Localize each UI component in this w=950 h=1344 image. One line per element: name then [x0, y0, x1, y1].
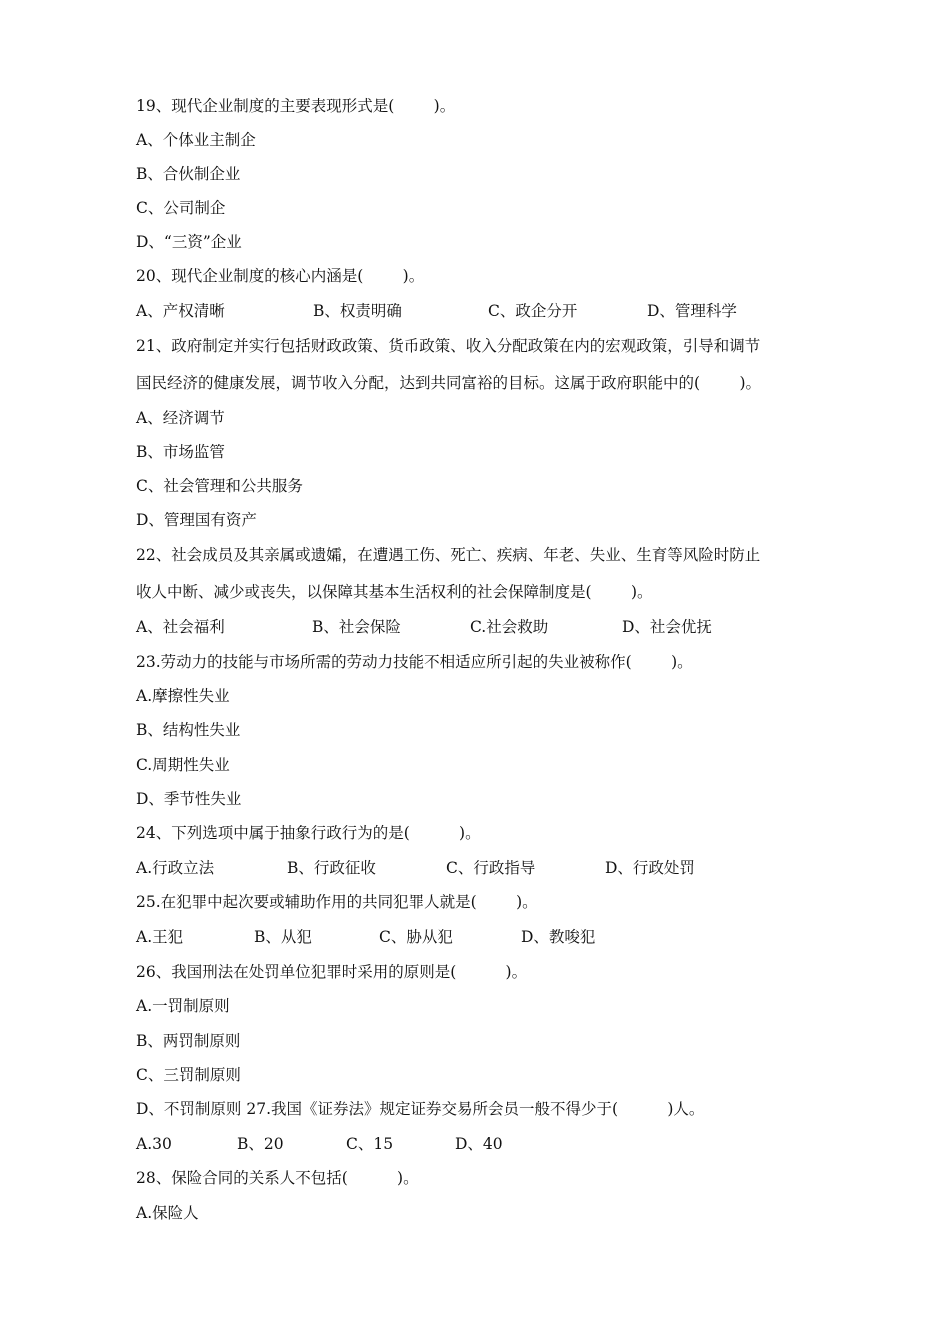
option-24-a: A.行政立法 [136, 859, 215, 877]
option-22-d: D、社会优抚 [622, 618, 712, 636]
option-27-b: B、20 [237, 1135, 284, 1153]
option-19-d: D、“三资”企业 [136, 233, 242, 251]
option-20-b: B、权责明确 [313, 302, 402, 320]
question-19: 19、现代企业制度的主要表现形式是( )。 [136, 97, 456, 115]
question-28: 28、保险合同的关系人不包括( )。 [136, 1169, 419, 1187]
question-26: 26、我国刑法在处罚单位犯罪时采用的原则是( )。 [136, 963, 528, 981]
option-24-d: D、行政处罚 [605, 859, 695, 877]
question-21-line-2: 国民经济的健康发展，调节收入分配，达到共同富裕的目标。这属于政府职能中的( )。 [136, 374, 762, 392]
option-26-d-and-question-27: D、不罚制原则 27.我国《证券法》规定证券交易所会员一般不得少于( )人。 [136, 1100, 705, 1118]
option-23-b: B、结构性失业 [136, 721, 241, 739]
question-22-line-2: 收人中断、减少或丧失，以保障其基本生活权利的社会保障制度是( )。 [136, 583, 653, 601]
question-21-line-1: 21、政府制定并实行包括财政政策、货币政策、收入分配政策在内的宏观政策，引导和调节 [136, 337, 761, 355]
option-21-b: B、市场监管 [136, 443, 225, 461]
option-20-c: C、政企分开 [488, 302, 578, 320]
option-26-b: B、两罚制原则 [136, 1032, 241, 1050]
option-22-b: B、社会保险 [312, 618, 401, 636]
option-25-c: C、胁从犯 [379, 928, 453, 946]
option-27-d: D、40 [455, 1135, 503, 1153]
option-22-a: A、社会福利 [136, 618, 225, 636]
option-27-a: A.30 [136, 1135, 172, 1153]
option-19-b: B、合伙制企业 [136, 165, 241, 183]
option-26-c: C、三罚制原则 [136, 1066, 241, 1084]
option-28-a: A.保险人 [136, 1204, 199, 1222]
option-19-c: C、公司制企 [136, 199, 226, 217]
option-24-c: C、行政指导 [446, 859, 536, 877]
option-21-c: C、社会管理和公共服务 [136, 477, 303, 495]
option-20-a: A、产权清晰 [136, 302, 225, 320]
question-22-line-1: 22、社会成员及其亲属或遗孀，在遭遇工伤、死亡、疾病、年老、失业、生育等风险时防止 [136, 546, 761, 564]
option-24-b: B、行政征收 [287, 859, 376, 877]
option-26-a: A.一罚制原则 [136, 997, 230, 1015]
option-23-c: C.周期性失业 [136, 756, 230, 774]
option-27-c: C、15 [346, 1135, 394, 1153]
option-23-a: A.摩擦性失业 [136, 687, 230, 705]
option-25-a: A.王犯 [136, 928, 184, 946]
option-25-b: B、从犯 [254, 928, 312, 946]
option-25-d: D、教唆犯 [521, 928, 596, 946]
question-20: 20、现代企业制度的核心内涵是( )。 [136, 267, 425, 285]
question-25: 25.在犯罪中起次要或辅助作用的共同犯罪人就是( )。 [136, 893, 538, 911]
option-22-c: C.社会救助 [470, 618, 549, 636]
option-21-a: A、经济调节 [136, 409, 225, 427]
option-19-a: A、个体业主制企 [136, 131, 256, 149]
option-20-d: D、管理科学 [647, 302, 737, 320]
question-23: 23.劳动力的技能与市场所需的劳动力技能不相适应所引起的失业被称作( )。 [136, 653, 693, 671]
option-23-d: D、季节性失业 [136, 790, 242, 808]
question-24: 24、下列选项中属于抽象行政行为的是( )。 [136, 824, 481, 842]
option-21-d: D、管理国有资产 [136, 511, 257, 529]
